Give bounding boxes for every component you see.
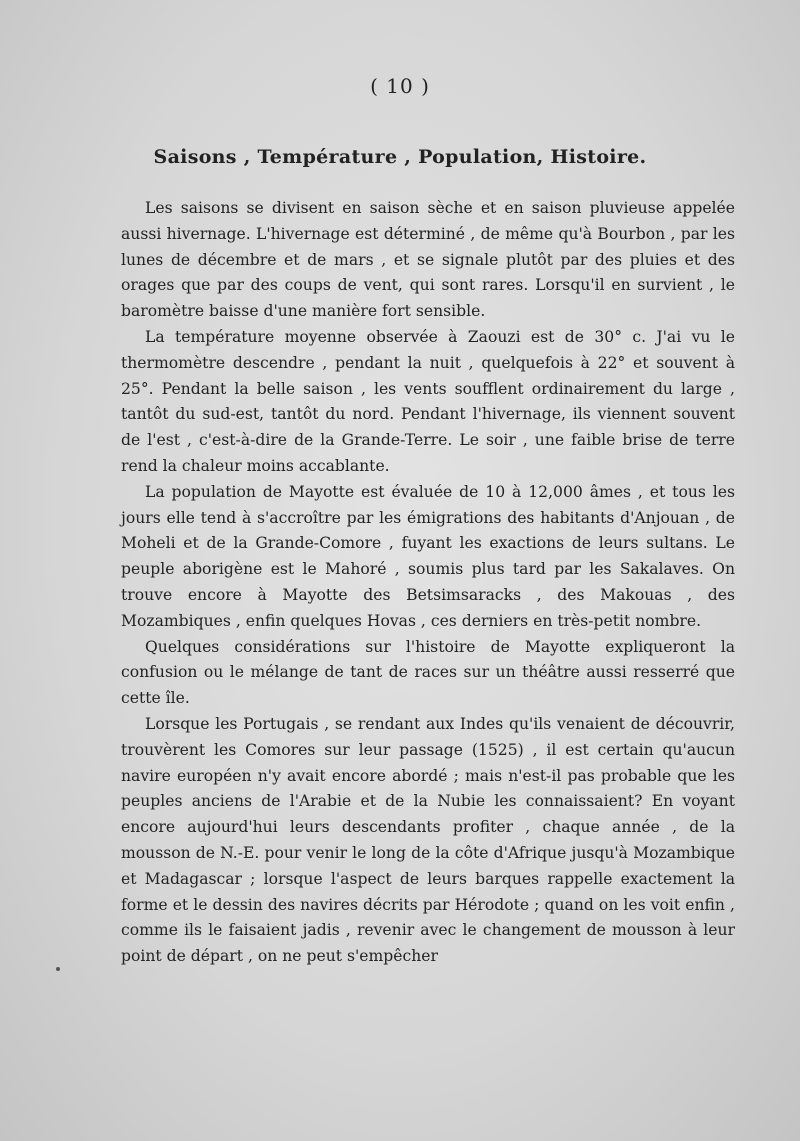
page-number: ( 10 )	[370, 74, 430, 98]
paragraph-temperature: La température moyenne observée à Zaouzi est de 30° c. J'ai vu le thermomètre descendre , pendant la nuit , quelquefois à 22° et souvent à 25°. Pendant la belle saison , les vents soufflent ordinairement du large , tantôt du sud-est, tantôt du nord. Pendant l'hivernage, ils viennent souvent de l'est , c'est-à-dire de la Grande-Terre. Le soir , une faible brise de terre rend la chaleur moins accablante.	[121, 327, 735, 475]
paragraph-history-intro: Quelques considérations sur l'histoire de Mayotte expliqueront la confusion ou le mélange de tant de races sur un théâtre aussi resserré que cette île.	[121, 637, 735, 708]
section-heading: Saisons , Température , Population, Histoire.	[153, 146, 647, 168]
ink-speck	[56, 967, 60, 971]
paragraph-history-portuguese: Lorsque les Portugais , se rendant aux Indes qu'ils venaient de découvrir, trouvèrent les Comores sur leur passage (1525) , il est certain qu'aucun navire européen n'y avait encore abordé ; mais n'est-il pas probable que les peuples anciens de l'Arabie et de la Nubie les connaissaient? En voyant encore aujourd'hui leurs descendants profiter , chaque année , de la mousson de N.-E. pour venir le long de la côte d'Afrique jusqu'à Mozambique et Madagascar ; lorsque l'aspect de leurs barques rappelle exactement la forme et le dessin des navires décrits par Hérodote ; quand on les voit enfin , comme ils le faisaient jadis , revenir avec le changement de mousson à leur point de départ , on ne peut s'empêcher	[121, 714, 735, 966]
paragraph-seasons: Les saisons se divisent en saison sèche et en saison pluvieuse appelée aussi hivernage. L'hivernage est déterminé , de même qu'à Bourbon , par les lunes de décembre et de mars , et se signale plutôt par des pluies et des orages que par des coups de vent, qui sont rares. Lorsqu'il en survient , le baromètre baisse d'une manière fort sensible.	[121, 199, 735, 321]
body-text	[121, 196, 735, 970]
paragraph-population: La population de Mayotte est évaluée de 10 à 12,000 âmes , et tous les jours elle tend à s'accroître par les émigrations des habitants d'Anjouan , de Moheli et de la Grande-Comore , fuyant les exactions de leurs sultans. Le peuple aborigène est le Mahoré , soumis plus tard par les Sakalaves. On trouve encore à Mayotte des Betsimsaracks , des Makouas , des Mozambiques , enfin quelques Hovas , ces derniers en très-petit nombre.	[121, 482, 735, 630]
